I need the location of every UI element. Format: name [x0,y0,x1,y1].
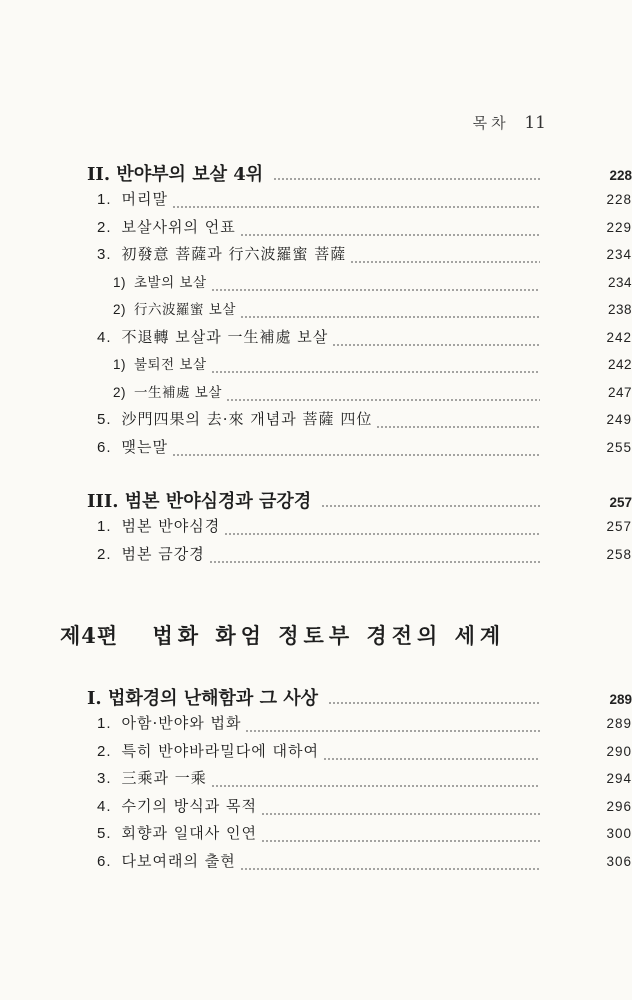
page-number: 294 [606,771,632,786]
dot-leader [172,197,540,209]
dot-leader [211,280,540,292]
entry-title: 범본 반야심경 [121,517,221,535]
dot-leader [273,169,540,181]
dot-leader [224,524,540,536]
entry-title: 一生補處 보살 [134,384,222,401]
page-cell [544,357,632,372]
section-title: III. 범본 반야심경과 금강경 [87,491,312,512]
entry-label [0,381,222,401]
toc-item[interactable] [0,188,632,214]
page-number: 290 [606,743,632,759]
page-number: 242 [607,357,632,372]
toc-subitem[interactable] [0,298,632,324]
entry-title: 범본 금강경 [121,544,205,563]
entry-label [0,767,207,788]
entry-title: 三乘과 一乘 [121,769,207,787]
entry-number: 2. [97,545,112,563]
page-number: 300 [606,826,632,841]
toc-item[interactable] [0,326,632,352]
page-number: 229 [606,219,632,235]
page-number: 249 [606,412,632,427]
page-cell [544,330,632,345]
running-head-title: 목차 [472,114,510,132]
entry-number: 4. [97,797,112,815]
toc-item[interactable] [0,740,632,766]
page-cell [544,771,632,786]
running-head-page: 11 [524,113,546,133]
entry-label [0,795,257,816]
page-number: 228 [609,168,632,183]
entry-label [0,822,257,843]
entry-title: 行六波羅蜜 보살 [134,302,236,318]
dot-leader [261,831,540,843]
entry-label [0,515,220,536]
entry-title: 不退轉 보살과 一生補處 보살 [121,327,329,346]
chapter-heading [60,620,505,650]
page-cell [544,385,632,400]
dot-leader [240,225,540,237]
page-cell [544,168,632,183]
entry-number: 1. [97,518,112,535]
toc-item[interactable] [0,216,632,242]
toc-item[interactable] [0,436,632,462]
entry-number: 2. [97,218,112,236]
page-number: 234 [607,274,632,290]
dot-leader [261,804,540,816]
entry-label [0,543,205,564]
entry-title: 맺는말 [121,437,168,456]
entry-label [0,850,236,871]
page-number: 257 [609,495,632,510]
entry-number: 1. [97,191,112,208]
toc-item[interactable] [0,795,632,821]
page-number: 257 [606,519,632,534]
page-cell [544,692,632,707]
entry-title: 특히 반야바라밀다에 대하여 [121,741,319,760]
page-cell [544,247,632,262]
entry-number: 6. [97,438,112,456]
entry-label [0,353,207,373]
entry-title: 보살사위의 언표 [121,217,236,236]
entry-title: 불퇴전 보살 [134,357,207,373]
toc-section-heading[interactable] [0,487,632,513]
entry-number: 2. [97,742,112,760]
dot-leader [323,749,540,761]
entry-number: 1) [113,357,127,372]
page-number: 238 [607,302,632,317]
page-cell [544,412,632,427]
entry-title: 初發意 菩薩과 行六波羅蜜 菩薩 [121,245,347,263]
dot-leader [172,445,540,457]
page-cell [544,519,632,534]
page-cell [544,440,632,455]
dot-leader [240,307,540,319]
dot-leader [240,859,540,871]
dot-leader [209,552,540,564]
page-cell [544,744,632,759]
page-number: 228 [606,192,632,207]
toc-subitem[interactable] [0,381,632,407]
toc-subitem[interactable] [0,353,632,379]
dot-leader [245,721,540,733]
entry-number: 1) [113,274,127,290]
page-number: 296 [606,798,632,814]
page-cell [544,192,632,207]
page-cell [544,275,632,290]
toc-item[interactable] [0,712,632,738]
page-cell [544,547,632,562]
dot-leader [211,362,540,374]
entry-label [0,436,168,457]
page-cell [544,799,632,814]
entry-title: 회향과 일대사 인연 [121,824,257,842]
toc-item[interactable] [0,850,632,876]
dot-leader [332,335,540,347]
toc-subitem[interactable] [0,271,632,297]
entry-title: 머리말 [121,190,168,208]
entry-label [0,188,168,209]
toc-section-heading[interactable] [0,160,632,186]
entry-label [0,216,236,237]
entry-number: 6. [97,852,112,870]
dot-leader [376,417,540,429]
entry-number: 1. [97,715,112,732]
page-cell [544,220,632,235]
toc-section-heading[interactable] [0,684,632,710]
page-cell [544,826,632,841]
page-cell [544,716,632,731]
page-number: 306 [606,853,632,869]
page-cell [544,495,632,510]
dot-leader [328,693,540,705]
page-number: 258 [606,546,632,562]
page-number: 234 [606,247,632,262]
page-cell [544,302,632,317]
section-title: I. 법화경의 난해함과 그 사상 [87,688,319,709]
dot-leader [350,252,540,264]
toc-item[interactable] [0,243,632,269]
page-cell [544,854,632,869]
entry-number: 5. [97,411,112,428]
entry-label [0,712,241,733]
page-number: 289 [606,716,632,731]
page-number: 247 [607,384,632,400]
running-head [473,112,546,133]
section-title: II. 반야부의 보살 4위 [87,164,264,185]
dot-leader [321,496,540,508]
entry-number: 3. [97,246,112,263]
toc-item[interactable] [0,543,632,569]
entry-label [0,326,328,347]
page-number: 255 [606,439,632,455]
entry-label [0,298,236,318]
entry-title: 아함·반야와 법화 [121,714,242,732]
dot-leader [211,776,540,788]
chapter-title: 법화 화엄 정토부 경전의 세계 [152,623,506,648]
entry-title: 다보여래의 출현 [121,851,236,870]
entry-number: 2) [113,384,127,400]
toc-item[interactable] [0,408,632,434]
entry-label [0,408,372,429]
entry-number: 3. [97,770,112,787]
page-number: 289 [609,692,632,707]
chapter-number: 제4편 [60,623,119,648]
toc-item[interactable] [0,822,632,848]
entry-number: 2) [113,302,127,317]
entry-number: 4. [97,328,112,346]
entry-title: 沙門四果의 去·來 개념과 菩薩 四位 [121,410,373,428]
toc-item[interactable] [0,515,632,541]
page-number: 242 [606,329,632,345]
entry-title: 초발의 보살 [134,274,207,291]
entry-label [0,271,207,291]
entry-title: 수기의 방식과 목적 [121,796,257,815]
entry-label [0,243,346,264]
toc-item[interactable] [0,767,632,793]
dot-leader [226,390,540,402]
entry-number: 5. [97,825,112,842]
entry-label [0,740,319,761]
